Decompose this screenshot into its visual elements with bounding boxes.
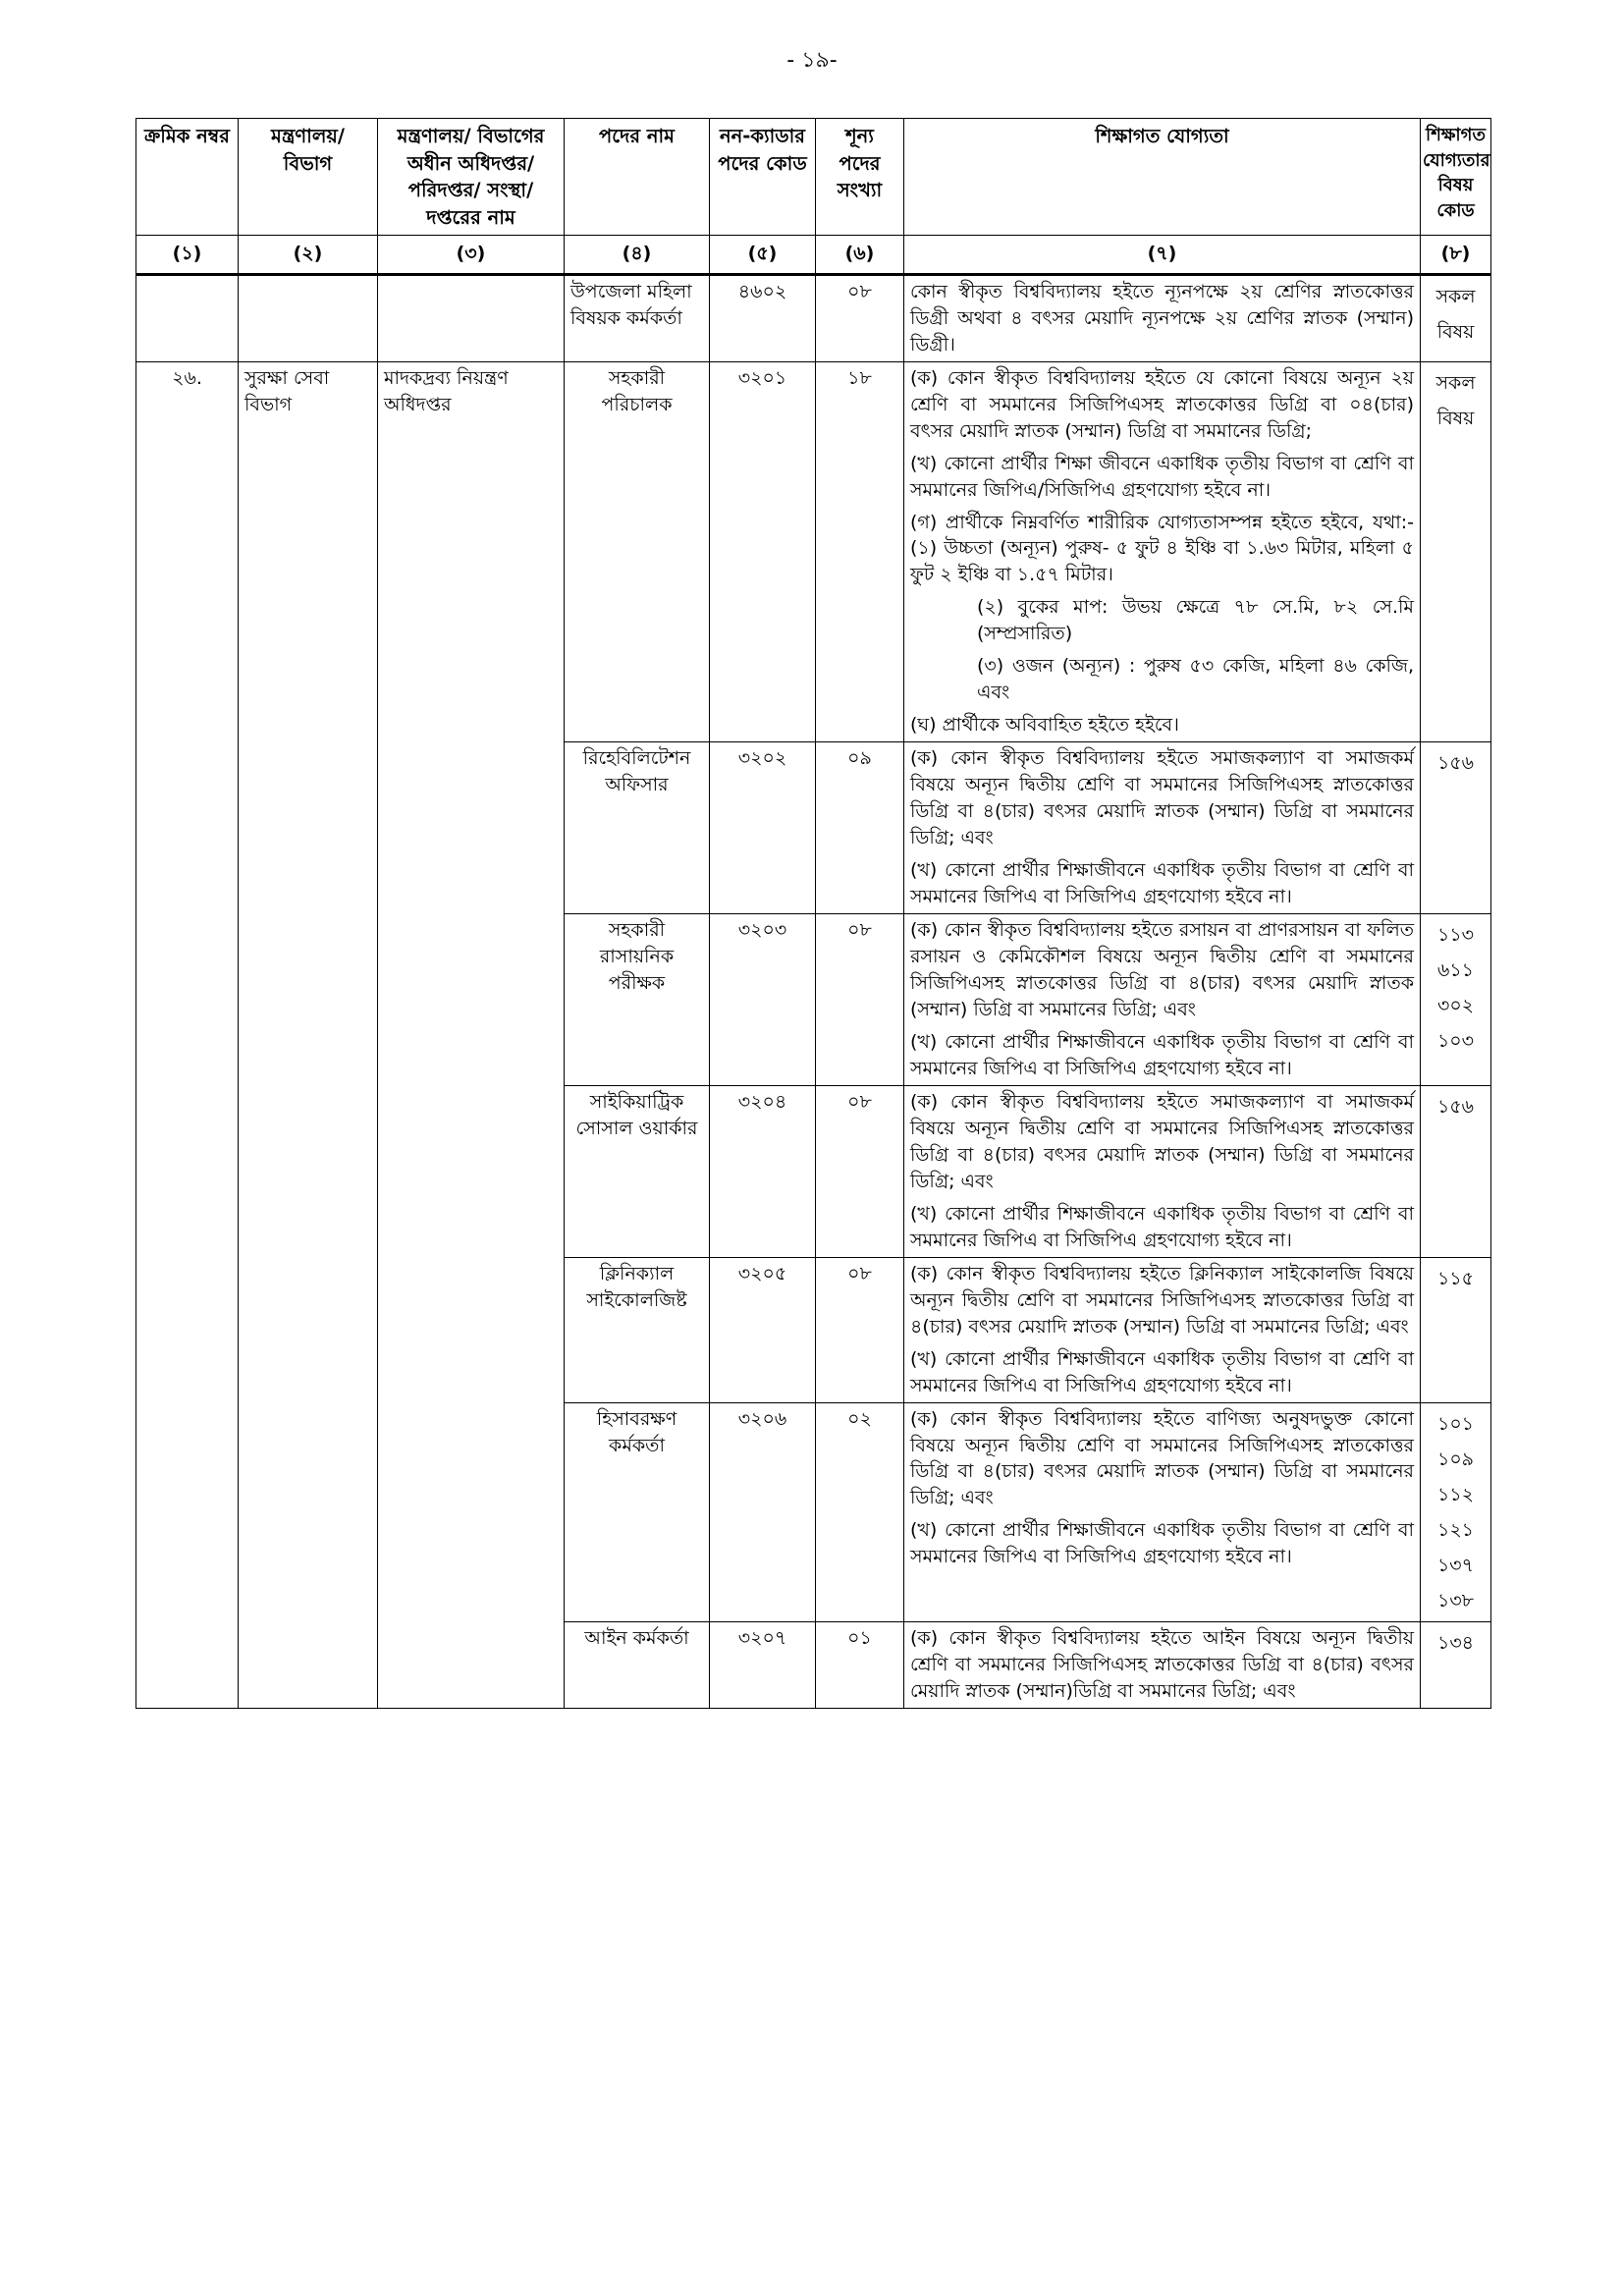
subject-codes — [1421, 914, 1491, 1086]
vacancy-count: ০৮ — [816, 1257, 904, 1402]
post-code: ৩২০৭ — [710, 1622, 816, 1709]
vacancy-count: ০৮ — [816, 1085, 904, 1257]
col-number: (১) — [136, 235, 239, 274]
subject-code: ১৩৭ — [1436, 1554, 1475, 1576]
header-serial: ক্রমিক নম্বর — [136, 119, 239, 236]
post-name: আইন কর্মকর্তা — [565, 1622, 710, 1709]
post-code: ৩২০৬ — [710, 1402, 816, 1622]
subject-code: ১৩৪ — [1436, 1632, 1474, 1655]
post-name: সাইকিয়াট্রিক সোসাল ওয়ার্কার — [565, 1085, 710, 1257]
qualification — [904, 1402, 1421, 1622]
vacancy-count: ০১ — [816, 1622, 904, 1709]
subject-code: ১২১ — [1436, 1518, 1474, 1541]
post-name: সহকারী রাসায়নিক পরীক্ষক — [565, 914, 710, 1086]
qualification-text: (২) বুকের মাপ: উভয় ক্ষেত্রে ৭৮ সে.মি, ৮২ সে.মি (সম্প্রসারিত) — [977, 596, 1414, 645]
qualification-text: (ক) কোন স্বীকৃত বিশ্ববিদ্যালয় হইতে আইন বিষয়ে অন্যূন দ্বিতীয় শ্রেণি বা সমমানের সিজিপিএসহ স্নাতকোত্তর ডিগ্রি বা ৪(চার) বৎসর মেয়াদি স্নাতক (সম্মান)ডিগ্রি বা সমমানের ডিগ্রি; এবং — [910, 1627, 1414, 1703]
col-number: (৭) — [904, 235, 1421, 274]
header-code: নন-ক্যাডার পদের কোড — [710, 119, 816, 236]
ministry-name: সুরক্ষা সেবা বিভাগ — [239, 361, 378, 1708]
vacancy-count: ০২ — [816, 1402, 904, 1622]
subject-code: ১৩৮ — [1436, 1590, 1474, 1612]
col-number: (৮) — [1421, 235, 1491, 274]
col-number: (৪) — [565, 235, 710, 274]
subject-codes — [1421, 274, 1491, 361]
vacancy-table — [135, 118, 1491, 1709]
post-name: উপজেলা মহিলা বিষয়ক কর্মকর্তা — [565, 274, 710, 361]
subject-code: ১১৩ — [1436, 924, 1474, 947]
vacancy-count: ০৯ — [816, 742, 904, 914]
post-name: সহকারী পরিচালক — [565, 361, 710, 742]
serial-number: ২৬. — [136, 361, 239, 1708]
page-number: - ১৯- — [786, 48, 838, 73]
qualification-text: (খ) কোনো প্রার্থীর শিক্ষাজীবনে একাধিক তৃতীয় বিভাগ বা শ্রেণি বা সমমানের জিপিএ বা সিজিপিএ গ্রহণযোগ্য হইবে না। — [910, 1202, 1414, 1251]
post-name: ক্লিনিক্যাল সাইকোলজিষ্ট — [565, 1257, 710, 1402]
post-code: ৩২০২ — [710, 742, 816, 914]
post-name: রিহেবিলিটেশন অফিসার — [565, 742, 710, 914]
post-code: ৩২০১ — [710, 361, 816, 742]
qualification-text: (ক) কোন স্বীকৃত বিশ্ববিদ্যালয় হইতে সমাজকল্যাণ বা সমাজকর্ম বিষয়ে অন্যূন দ্বিতীয় শ্রেণি বা সমমানের সিজিপিএসহ স্নাতকোত্তর ডিগ্রি বা ৪(চার) বৎসর মেয়াদি স্নাতক (সম্মান) ডিগ্রি বা সমমানের ডিগ্রি; এবং — [910, 747, 1414, 849]
qualification-text: (খ) কোনো প্রার্থীর শিক্ষাজীবনে একাধিক তৃতীয় বিভাগ বা শ্রেণি বা সমমানের জিপিএ বা সিজিপিএ গ্রহণযোগ্য হইবে না। — [910, 1519, 1414, 1568]
subject-code: ১১৫ — [1437, 1267, 1474, 1289]
qualification-text: (ক) কোন স্বীকৃত বিশ্ববিদ্যালয় হইতে ক্লিনিক্যাল সাইকোলজি বিষয়ে অন্যূন দ্বিতীয় শ্রেণি বা সমমানের সিজিপিএসহ স্নাতকোত্তর ডিগ্রি বা ৪(চার) বৎসর মেয়াদি স্নাতক (সম্মান) ডিগ্রি বা সমমানের ডিগ্রি; এবং — [910, 1262, 1414, 1338]
post-code: ৩২০৪ — [710, 1085, 816, 1257]
subject-code: ১০৯ — [1436, 1448, 1474, 1470]
vacancy-count: ০৮ — [816, 914, 904, 1086]
post-name: হিসাবরক্ষণ কর্মকর্তা — [565, 1402, 710, 1622]
qualification — [904, 1085, 1421, 1257]
subject-code: বিষয় — [1436, 320, 1475, 343]
qualification-text: কোন স্বীকৃত বিশ্ববিদ্যালয় হইতে ন্যূনপক্ষে ২য় শ্রেণির স্নাতকোত্তর ডিগ্রী অথবা ৪ বৎসর মেয়াদি ন্যূনপক্ষে ২য় শ্রেণির স্নাতক (সম্মান) ডিগ্রী। — [910, 280, 1414, 355]
header-ministry: মন্ত্রণালয়/ বিভাগ — [239, 119, 378, 236]
subject-code: বিষয় — [1436, 407, 1475, 429]
subject-code: ৬১১ — [1436, 959, 1474, 982]
table-row — [136, 274, 1491, 361]
col-number: (২) — [239, 235, 378, 274]
qualification — [904, 742, 1421, 914]
qualification — [904, 361, 1421, 742]
subject-code: ৩০২ — [1436, 995, 1475, 1017]
qualification-text: (ঘ) প্রার্থীকে অবিবাহিত হইতে হইবে। — [910, 714, 1179, 737]
subject-code: ১০১ — [1436, 1412, 1474, 1435]
post-code: ৩২০৩ — [710, 914, 816, 1086]
subject-codes — [1421, 1257, 1491, 1402]
qualification-text: (৩) ওজন (অন্যূন) : পুরুষ ৫৩ কেজি, মহিলা ৪৬ কেজি, এবং — [977, 655, 1414, 704]
qualification — [904, 1257, 1421, 1402]
subject-code: ১১২ — [1436, 1483, 1474, 1505]
vacancy-count: ১৮ — [816, 361, 904, 742]
subject-code: ১০৩ — [1436, 1030, 1475, 1053]
col-number: (৫) — [710, 235, 816, 274]
subject-codes — [1421, 361, 1491, 742]
qualification-text: (গ) প্রার্থীকে নিম্নবর্ণিত শারীরিক যোগ্যতাসম্পন্ন হইতে হইবে, যথা:- (১) উচ্চতা (অন্যূন) পুরুষ- ৫ ফুট ৪ ইঞ্চি বা ১.৬৩ মিটার, মহিলা ৫ ফুট ২ ইঞ্চি বা ১.৫৭ মিটার। — [910, 511, 1414, 586]
qualification-text: (খ) কোনো প্রার্থীর শিক্ষাজীবনে একাধিক তৃতীয় বিভাগ বা শ্রেণি বা সমমানের জিপিএ বা সিজিপিএ গ্রহণযোগ্য হইবে না। — [910, 1347, 1414, 1396]
col-number: (৩) — [378, 235, 565, 274]
post-code: ৩২০৫ — [710, 1257, 816, 1402]
qualification-text: (ক) কোন স্বীকৃত বিশ্ববিদ্যালয় হইতে বাণিজ্য অনুষদভুক্ত কোনো বিষয়ে অন্যূন দ্বিতীয় শ্রেণি বা সমমানের সিজিপিএসহ স্নাতকোত্তর ডিগ্রি বা ৪(চার) বৎসর মেয়াদি স্নাতক (সম্মান) ডিগ্রি বা সমমানের ডিগ্রি; এবং — [910, 1407, 1414, 1509]
header-department: মন্ত্রণালয়/ বিভাগের অধীন অধিদপ্তর/ পরিদপ্তর/ সংস্থা/ দপ্তরের নাম — [378, 119, 565, 236]
col-number: (৬) — [816, 235, 904, 274]
subject-codes — [1421, 1402, 1491, 1622]
subject-code: সকল — [1435, 285, 1476, 307]
subject-code: ১৫৬ — [1436, 1095, 1474, 1118]
qualification — [904, 914, 1421, 1086]
subject-codes — [1421, 742, 1491, 914]
qualification-text: (খ) কোনো প্রার্থীর শিক্ষাজীবনে একাধিক তৃতীয় বিভাগ বা শ্রেণি বা সমমানের জিপিএ বা সিজিপিএ গ্রহণযোগ্য হইবে না। — [910, 859, 1414, 908]
subject-code: সকল — [1435, 371, 1476, 394]
qualification — [904, 274, 1421, 361]
qualification-text: (ক) কোন স্বীকৃত বিশ্ববিদ্যালয় হইতে সমাজকল্যাণ বা সমাজকর্ম বিষয়ে অন্যূন দ্বিতীয় শ্রেণি বা সমমানের সিজিপিএসহ স্নাতকোত্তর ডিগ্রি বা ৪(চার) বৎসর মেয়াদি স্নাতক (সম্মান) ডিগ্রি বা সমমানের ডিগ্রি; এবং — [910, 1090, 1414, 1192]
subject-code: ১৫৬ — [1436, 752, 1474, 775]
header-qualification: শিক্ষাগত যোগ্যতা — [904, 119, 1421, 236]
qualification-text: (ক) কোন স্বীকৃত বিশ্ববিদ্যালয় হইতে যে কোনো বিষয়ে অন্যূন ২য় শ্রেণি বা সমমানের সিজিপিএসহ স্নাতকোত্তর ডিগ্রি বা ০৪(চার) বৎসর মেয়াদি স্নাতক (সম্মান) ডিগ্রি বা সমমানের ডিগ্রি; — [910, 366, 1414, 442]
column-number-row — [136, 235, 1491, 274]
qualification — [904, 1622, 1421, 1709]
subject-codes — [1421, 1085, 1491, 1257]
department-name: মাদকদ্রব্য নিয়ন্ত্রণ অধিদপ্তর — [378, 361, 565, 1708]
qualification-text: (ক) কোন স্বীকৃত বিশ্ববিদ্যালয় হইতে রসায়ন বা প্রাণরসায়ন বা ফলিত রসায়ন ও কেমিকৌশল বিষয়ে অন্যূন দ্বিতীয় শ্রেণি বা সমমানের সিজিপিএসহ স্নাতকোত্তর ডিগ্রি বা ৪(চার) বৎসর মেয়াদি স্নাতক (সম্মান) ডিগ্রি বা সমমানের ডিগ্রি; এবং — [910, 919, 1414, 1020]
qualification-text: (খ) কোনো প্রার্থীর শিক্ষা জীবনে একাধিক তৃতীয় বিভাগ বা শ্রেণি বা সমমানের জিপিএ/সিজিপিএ গ্রহণযোগ্য হইবে না। — [910, 452, 1414, 501]
header-post: পদের নাম — [565, 119, 710, 236]
table-row — [136, 361, 1491, 742]
header-row — [136, 119, 1491, 236]
header-vacancy: শূন্য পদের সংখ্যা — [816, 119, 904, 236]
header-subject-code: শিক্ষাগত যোগ্যতার বিষয় কোড — [1421, 119, 1491, 236]
subject-codes — [1421, 1622, 1491, 1709]
qualification-text: (খ) কোনো প্রার্থীর শিক্ষাজীবনে একাধিক তৃতীয় বিভাগ বা শ্রেণি বা সমমানের জিপিএ বা সিজিপিএ গ্রহণযোগ্য হইবে না। — [910, 1030, 1414, 1079]
post-code: ৪৬০২ — [710, 274, 816, 361]
vacancy-count: ০৮ — [816, 274, 904, 361]
